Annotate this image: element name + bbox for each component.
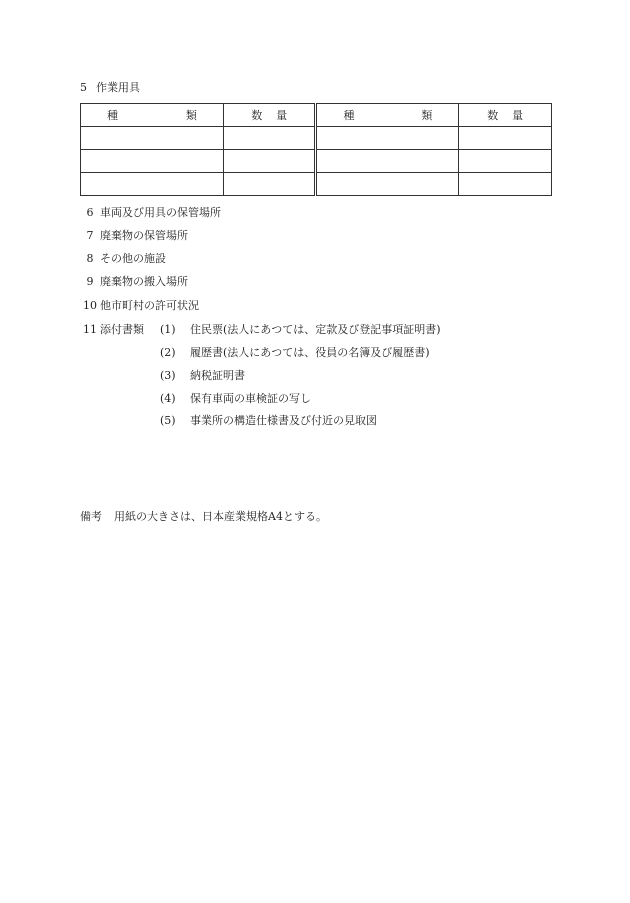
header-kind-char-1: 種 [107, 109, 118, 122]
item-label: 車両及び用具の保管場所 [100, 206, 221, 219]
attachment-item [160, 369, 245, 383]
header-kind-char-2: 類 [421, 109, 433, 122]
attachment-item [160, 392, 311, 406]
section-label: 作業用具 [96, 81, 140, 94]
attachment-item [160, 323, 441, 337]
table-cell[interactable] [81, 173, 224, 196]
header-kind-char-1: 種 [343, 109, 355, 122]
attachment-text: 納税証明書 [190, 369, 245, 382]
table-header-row [81, 104, 552, 127]
list-item [80, 299, 199, 313]
attachment-number: (2) [160, 346, 176, 359]
attachment-number: (1) [160, 323, 176, 336]
item-label: その他の施設 [100, 252, 166, 265]
table-cell[interactable] [316, 150, 459, 173]
list-item [80, 275, 188, 289]
list-item [80, 229, 188, 243]
section-number: 5 [80, 81, 87, 94]
table-cell[interactable] [223, 127, 316, 150]
remarks-label: 備考 [80, 510, 102, 523]
header-qty-text: 数量 [487, 109, 538, 122]
item-label: 廃棄物の搬入場所 [100, 275, 188, 288]
list-item [80, 206, 221, 220]
item-label: 廃棄物の保管場所 [100, 229, 188, 242]
table-cell[interactable] [316, 173, 459, 196]
item-number: 9 [86, 275, 94, 288]
header-kind-left [81, 104, 224, 127]
table-cell[interactable] [316, 127, 459, 150]
attachment-text: 事業所の構造仕様書及び付近の見取図 [190, 414, 377, 427]
table-cell[interactable] [459, 150, 552, 173]
remarks-text: 用紙の大きさは、日本産業規格A4とする。 [114, 510, 327, 523]
item-label: 他市町村の許可状況 [100, 299, 199, 312]
attachment-item [160, 414, 377, 428]
item-number: 7 [86, 229, 94, 242]
header-kind-right [316, 104, 459, 127]
item-number: 8 [86, 252, 94, 265]
item-number: 6 [86, 206, 94, 219]
attachment-text: 住民票(法人にあつては、定款及び登記事項証明書) [190, 323, 441, 336]
header-qty-right [459, 104, 552, 127]
tools-table [80, 103, 552, 196]
table-cell[interactable] [459, 173, 552, 196]
item-number: 10 [83, 299, 97, 312]
attachments-title: 添付書類 [100, 323, 144, 336]
table-row [81, 150, 552, 173]
attachment-item [160, 346, 430, 360]
table-cell[interactable] [459, 127, 552, 150]
table-cell[interactable] [81, 127, 224, 150]
item-number: 11 [83, 323, 97, 336]
table-cell[interactable] [223, 173, 316, 196]
attachment-text: 保有車両の車検証の写し [190, 392, 311, 405]
list-item [80, 252, 166, 266]
header-qty-text: 数量 [251, 109, 302, 122]
table-cell[interactable] [223, 150, 316, 173]
table-cell[interactable] [81, 150, 224, 173]
header-qty-left [223, 104, 316, 127]
attachment-number: (5) [160, 414, 176, 427]
attachments-heading [80, 323, 144, 337]
attachment-number: (4) [160, 392, 176, 405]
header-kind-char-2: 類 [185, 109, 197, 122]
table-row [81, 173, 552, 196]
attachment-text: 履歴書(法人にあつては、役員の名簿及び履歴書) [190, 346, 430, 359]
table-row [81, 127, 552, 150]
remarks [80, 510, 327, 524]
section-5-title [80, 81, 140, 95]
attachment-number: (3) [160, 369, 176, 382]
